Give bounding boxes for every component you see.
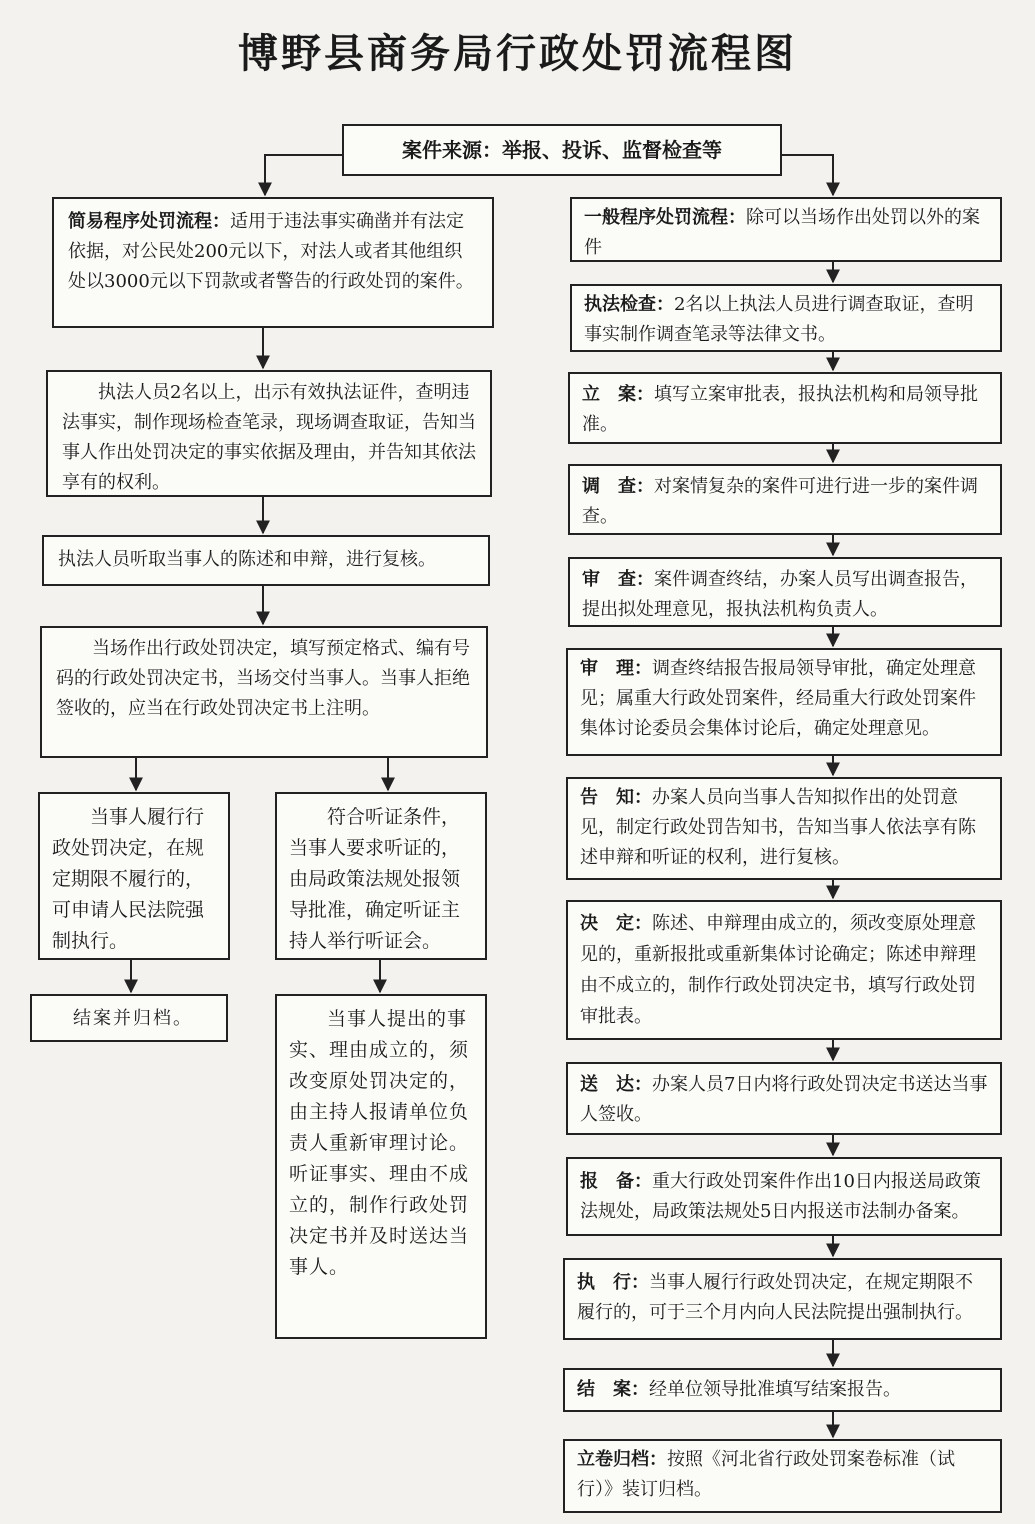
general-step-2-text: 填写立案审批表，报执法机构和局领导批准。 — [582, 384, 978, 435]
general-step-6-box — [566, 777, 1002, 880]
general-step-8-label: 送 达： — [580, 1074, 652, 1095]
general-step-10-text: 当事人履行行政处罚决定，在规定期限不履行的，可于三个月内向人民法院提出强制执行。 — [577, 1272, 973, 1323]
general-step-5-text: 调查终结报告报局领导审批，确定处理意见；属重大行政处罚案件，经局重大行政处罚案件集体讨论委员会集体讨论后，确定处理意见。 — [580, 658, 976, 739]
general-step-2-label: 立 案： — [582, 384, 654, 405]
general-step-12-text: 按照《河北省行政处罚案卷标准（试行）》装订归档。 — [577, 1449, 955, 1500]
general-step-9-label: 报 备： — [580, 1171, 652, 1192]
general-step-6-label: 告 知： — [580, 787, 652, 808]
general-step-4-label: 审 查： — [582, 569, 654, 590]
general-step-12-label: 立卷归档： — [577, 1449, 667, 1470]
general-step-11-text: 经单位领导批准填写结案报告。 — [649, 1379, 901, 1400]
general-step-9-box — [566, 1157, 1002, 1236]
general-step-3-box — [568, 464, 1002, 535]
general-step-8-text: 办案人员7日内将行政处罚决定书送达当事人签收。 — [580, 1074, 988, 1125]
simple-branch-b2-box — [275, 994, 487, 1339]
simple-branch-a-text: 当事人履行行政处罚决定，在规定期限不履行的，可申请人民法院强制执行。 — [52, 806, 205, 952]
general-step-5-label: 审 理： — [580, 658, 652, 679]
general-step-7-label: 决 定： — [580, 913, 652, 934]
general-step-5-box — [566, 648, 1002, 756]
simple-branch-b2-text: 当事人提出的事实、理由成立的，须改变原处罚决定的，由主持人报请单位负责人重新审理讨论。听证事实、理由不成立的，制作行政处罚决定书并及时送达当事人。 — [289, 1008, 470, 1278]
simple-step-1-box — [46, 370, 492, 497]
general-step-9-text: 重大行政处罚案件作出10日内报送局政策法规处，局政策法规处5日内报送市法制办备案。 — [580, 1171, 981, 1222]
simple-branch-b-box — [275, 792, 487, 960]
general-step-7-text: 陈述、申辩理由成立的，须改变原处理意见的，重新报批或重新集体讨论确定；陈述申辩理由不成立的，制作行政处罚决定书，填写行政处罚审批表。 — [580, 913, 976, 1027]
simple-branch-a-end-text: 结案并归档。 — [73, 1008, 193, 1029]
general-step-10-box — [563, 1258, 1002, 1340]
general-step-11-box — [563, 1368, 1002, 1412]
simple-branch-b-text: 符合听证条件，当事人要求听证的，由局政策法规处报领导批准，确定听证主持人举行听证会。 — [289, 806, 461, 952]
simple-step-3-box — [40, 626, 488, 758]
general-step-10-label: 执 行： — [577, 1272, 649, 1293]
simple-step-1-text: 执法人员2名以上，出示有效执法证件，查明违法事实，制作现场检查笔录，现场调查取证，告知当事人作出处罚决定的事实依据及理由，并告知其依法享有的权利。 — [62, 382, 476, 493]
page-title: 博野县商务局行政处罚流程图 — [238, 30, 797, 77]
general-step-3-text: 对案情复杂的案件可进行进一步的案件调查。 — [582, 476, 978, 527]
general-step-4-box — [568, 557, 1002, 627]
simple-step-3-text: 当场作出行政处罚决定，填写预定格式、编有号码的行政处罚决定书，当场交付当事人。当事人拒绝签收的，应当在行政处罚决定书上注明。 — [56, 638, 470, 719]
general-step-0-text: 除可以当场作出处罚以外的案件 — [584, 207, 980, 258]
general-step-2-box — [568, 372, 1002, 444]
simple-step-2-box — [42, 535, 490, 586]
simple-intro-label: 简易程序处罚流程： — [68, 211, 230, 232]
simple-intro-box — [52, 197, 494, 328]
simple-branch-a-box — [38, 792, 230, 960]
general-step-4-text: 案件调查终结，办案人员写出调查报告，提出拟处理意见，报执法机构负责人。 — [582, 569, 978, 620]
general-step-12-box — [563, 1439, 1002, 1513]
general-step-1-box — [570, 284, 1002, 352]
simple-step-2-text: 执法人员听取当事人的陈述和申辩，进行复核。 — [58, 549, 436, 570]
general-step-8-box — [566, 1062, 1002, 1135]
general-step-0-label: 一般程序处罚流程： — [584, 207, 746, 228]
general-step-11-label: 结 案： — [577, 1379, 649, 1400]
arrow-source-to-simple — [265, 155, 342, 195]
case-source-text: 案件来源：举报、投诉、监督检查等 — [402, 138, 722, 162]
simple-intro-text: 适用于违法事实确凿并有法定依据，对公民处200元以下，对法人或者其他组织处以3000元以下罚款或者警告的行政处罚的案件。 — [68, 211, 474, 292]
case-source-box — [342, 124, 782, 176]
general-step-6-text: 办案人员向当事人告知拟作出的处罚意见，制定行政处罚告知书，告知当事人依法享有陈述申辩和听证的权利，进行复核。 — [580, 787, 976, 868]
simple-branch-a-end-box — [30, 994, 228, 1042]
general-step-1-text: 2名以上执法人员进行调查取证，查明事实制作调查笔录等法律文书。 — [584, 294, 974, 345]
arrow-source-to-general — [782, 155, 833, 195]
general-step-1-label: 执法检查： — [584, 294, 674, 315]
general-step-0-box — [570, 197, 1002, 262]
general-step-7-box — [566, 900, 1002, 1040]
general-step-3-label: 调 查： — [582, 476, 654, 497]
